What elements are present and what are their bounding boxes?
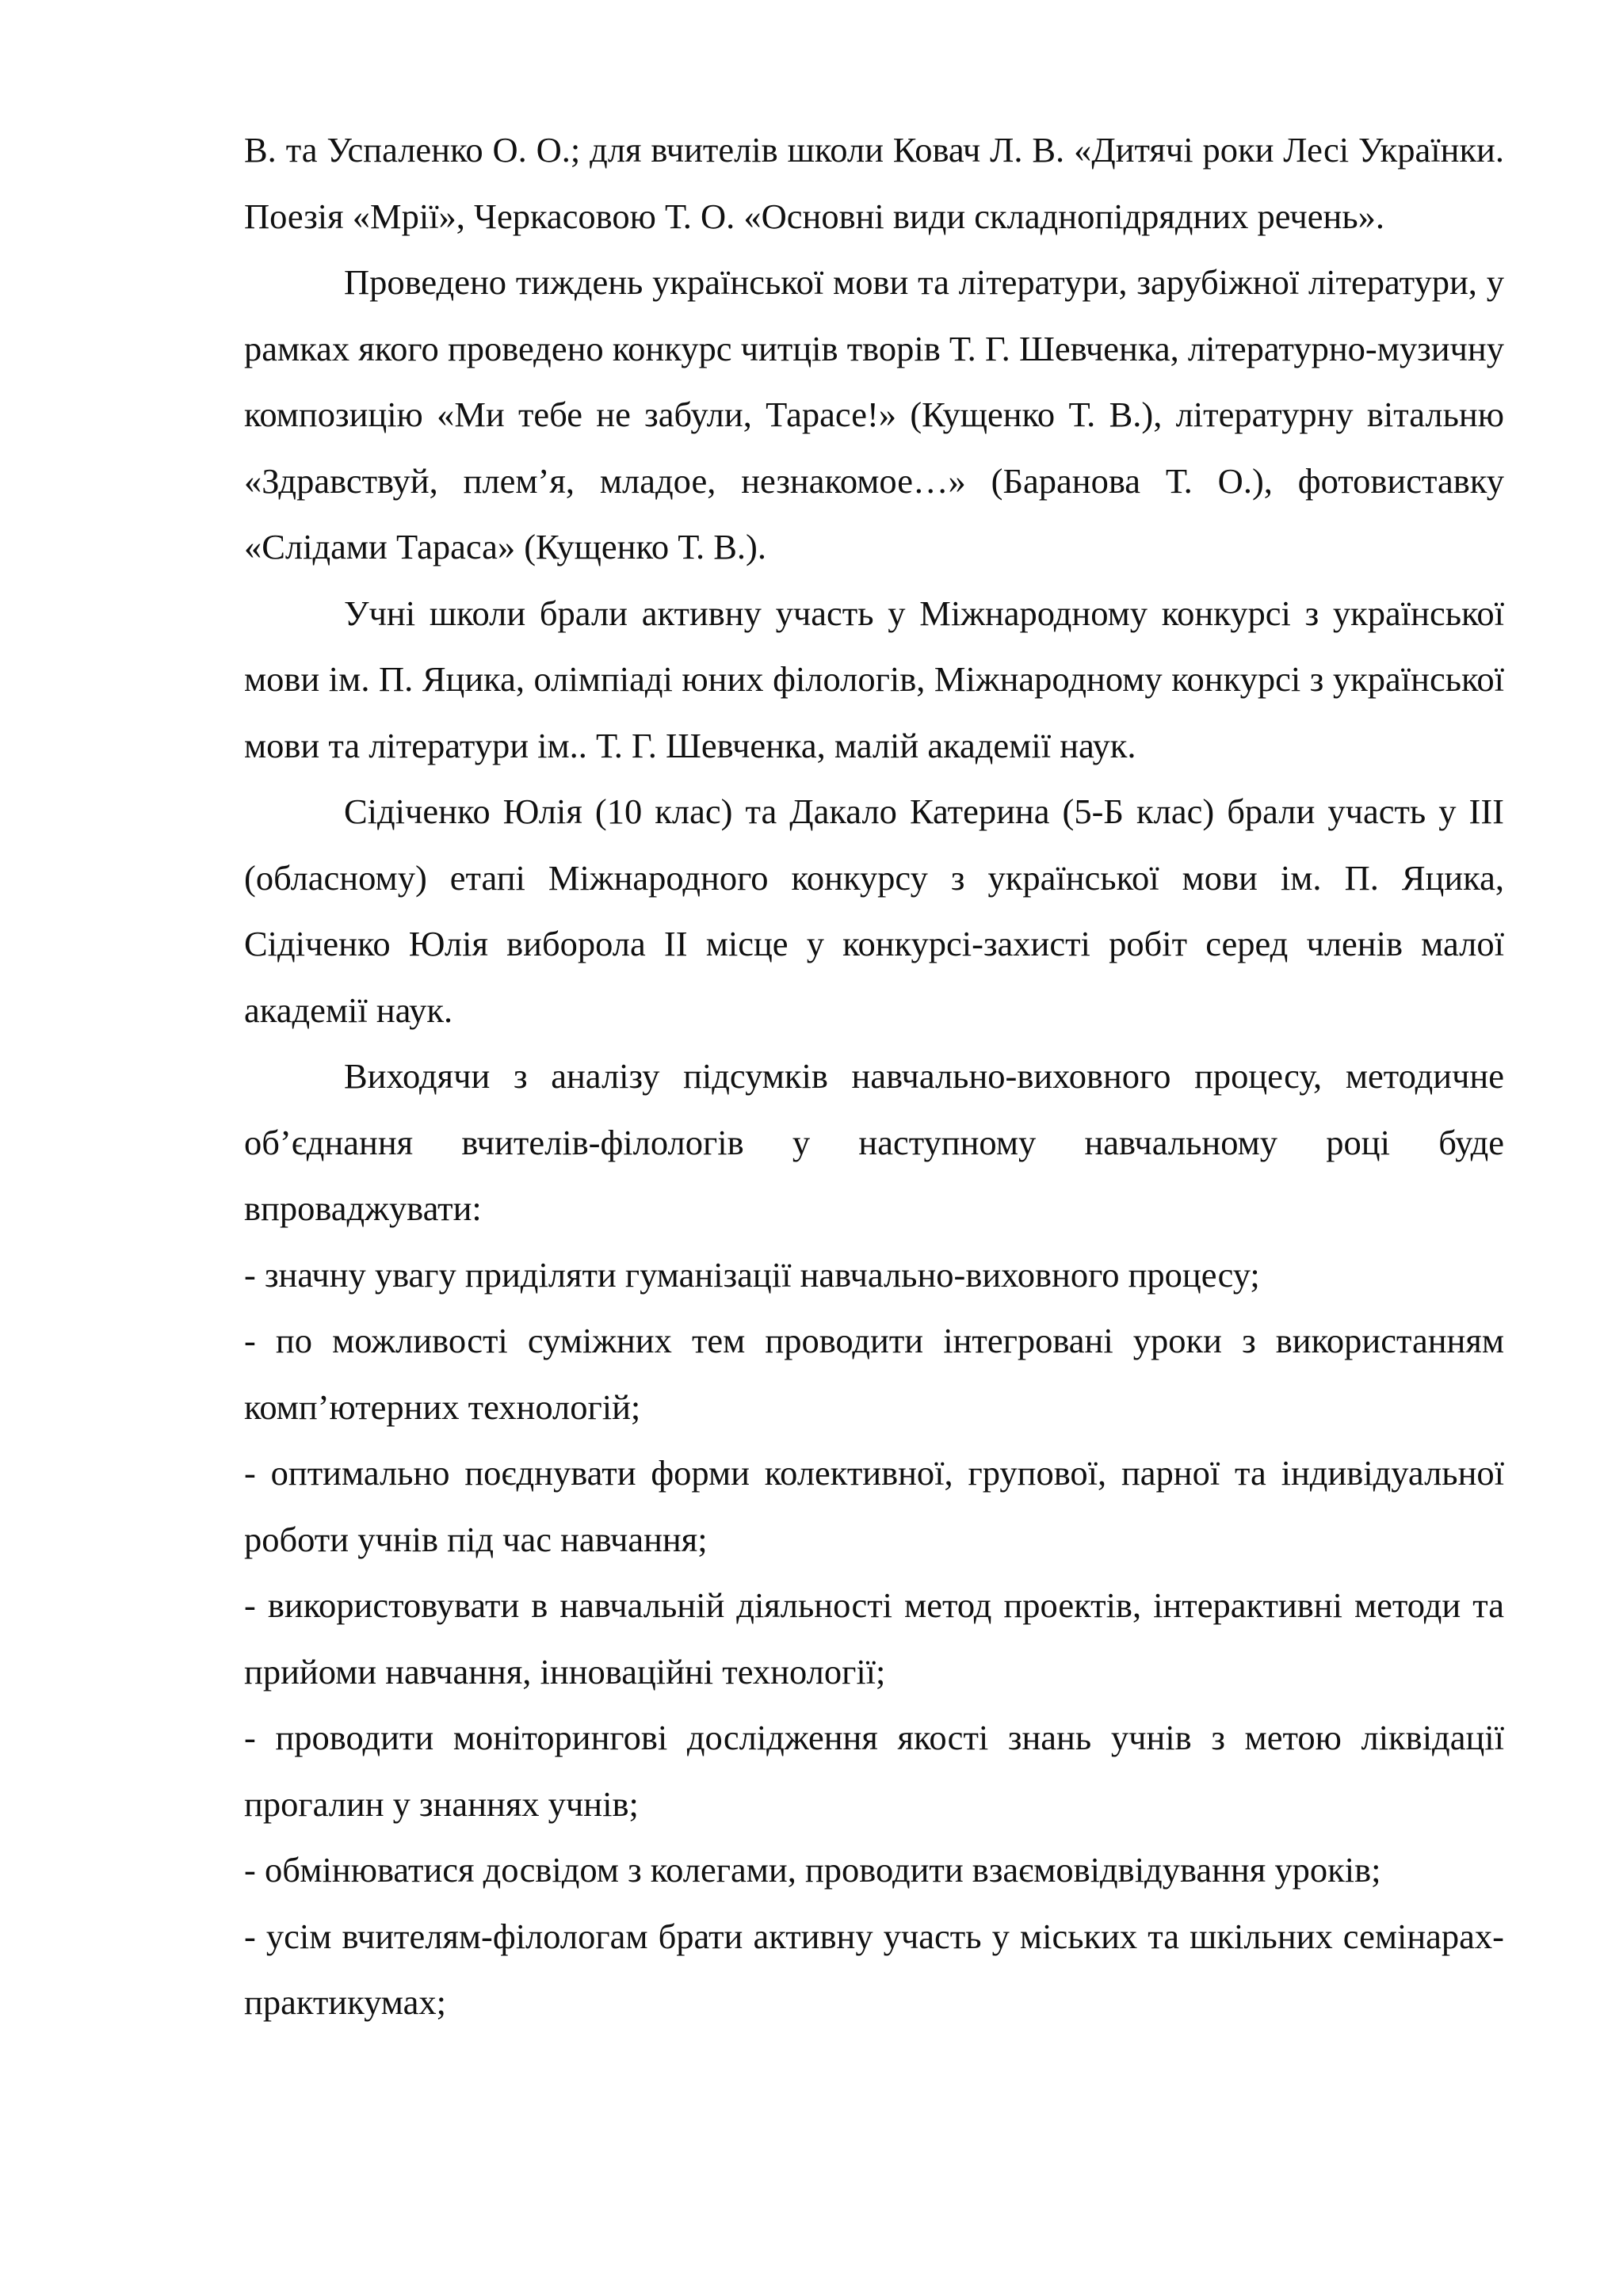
paragraph-continuation: В. та Успаленко О. О.; для вчителів школи Ковач Л. В. «Дитячі роки Лесі Українки. Поезія «Мрії», Черкасовою Т. О. «Основні види складнопідрядних речень». bbox=[244, 130, 1504, 236]
list-item-integrated-lessons: - по можливості суміжних тем проводити інтегровані уроки з використанням комп’ютерних технологій; bbox=[244, 1321, 1504, 1427]
list-item-experience-exchange: - обмінюватися досвідом з колегами, проводити взаємовідвідування уроків; bbox=[244, 1850, 1381, 1890]
list-item-monitoring: - проводити моніторингові дослідження якості знань учнів з метою ліквідації прогалин у знаннях учнів; bbox=[244, 1718, 1504, 1824]
paragraph-plans-intro: Виходячи з аналізу підсумків навчально-виховного процесу, методичне об’єднання вчителів-філологів у наступному навчальному році буде впроваджувати: bbox=[244, 1056, 1504, 1228]
list-item-humanization: - значну увагу приділяти гуманізації навчально-виховного процесу; bbox=[244, 1254, 1260, 1295]
paragraph-student-contests: Учні школи брали активну участь у Міжнародному конкурсі з української мови ім. П. Яцика, олімпіаді юних філологів, Міжнародному конкурсі з української мови та літератури ім.. Т. Г. Шевченка, малій академії наук. bbox=[244, 593, 1504, 765]
document-body bbox=[244, 117, 1504, 2036]
paragraph-regional-stage: Сідіченко Юлія (10 клас) та Дакало Катерина (5-Б клас) брали участь у ІІІ (обласному) етапі Міжнародного конкурсу з української мови ім. П. Яцика, Сідіченко Юлія виборола ІІ місце у конкурсі-захисті робіт серед членів малої академії наук. bbox=[244, 791, 1504, 1030]
list-item-project-method: - використовувати в навчальній діяльності метод проектів, інтерактивні методи та прийоми навчання, інноваційні технології; bbox=[244, 1585, 1504, 1691]
list-item-seminars: - усім вчителям-філологам брати активну участь у міських та шкільних семінарах-практикумах; bbox=[244, 1916, 1504, 2022]
list-item-work-forms: - оптимально поєднувати форми колективної, групової, парної та індивідуальної роботи учнів під час навчання; bbox=[244, 1453, 1504, 1559]
paragraph-ukrainian-week: Проведено тиждень української мови та літератури, зарубіжної літератури, у рамках якого проведено конкурс читців творів Т. Г. Шевченка, літературно-музичну композицію «Ми тебе не забули, Тарасе!» (Кущенко Т. В.), літературну вітальню «Здравствуй, плем’я, младое, незнакомое…» (Баранова Т. О.), фотовиставку «Слідами Тараса» (Кущенко Т. В.). bbox=[244, 262, 1504, 566]
